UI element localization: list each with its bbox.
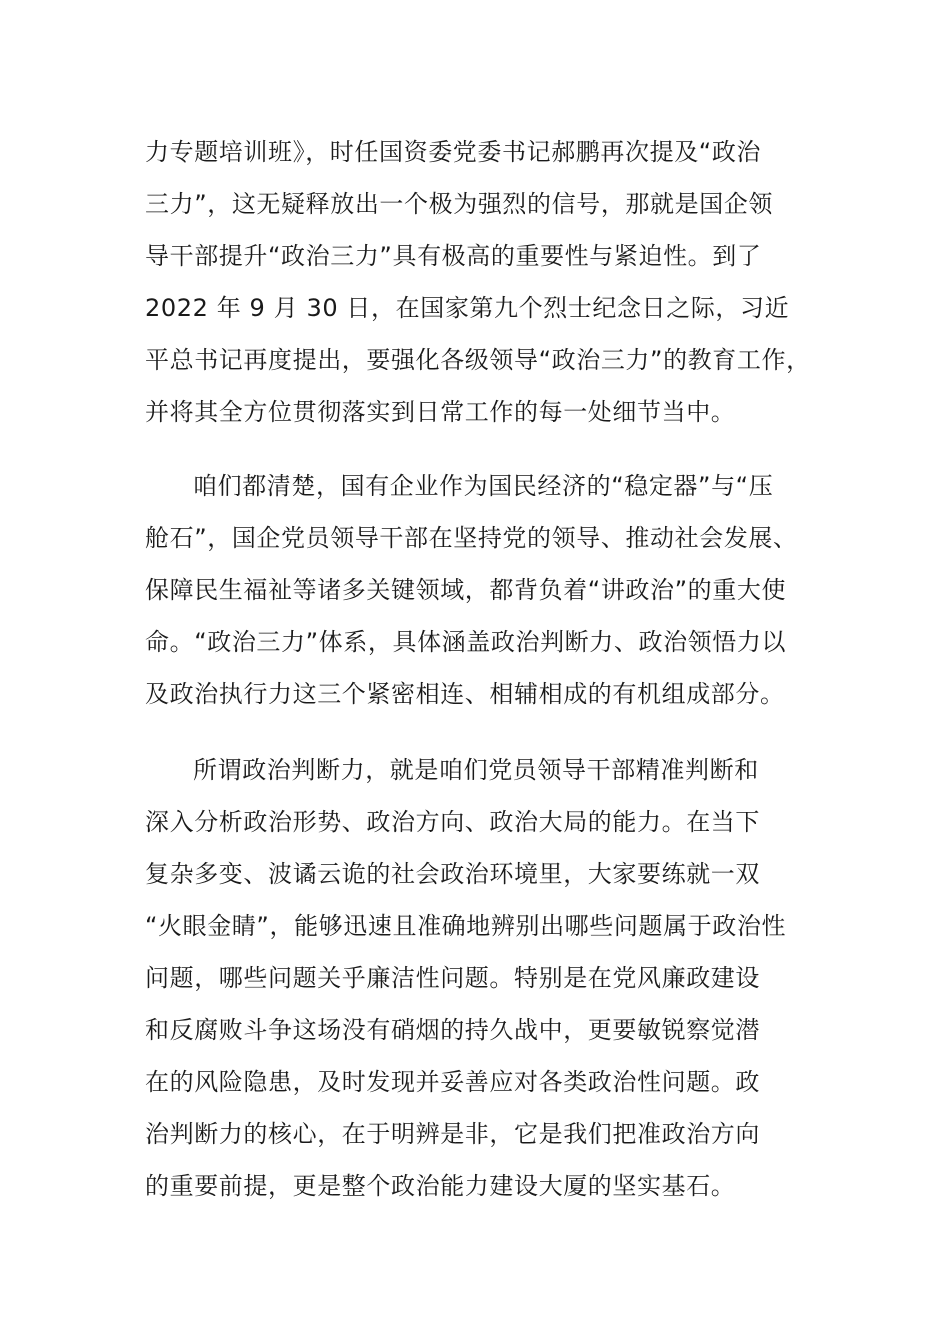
paragraph-political-judgment: [145, 744, 835, 1212]
text-line: 2022 年 9 月 30 日，在国家第九个烈士纪念日之际，习近: [145, 294, 790, 322]
paragraph-political-capacity: [145, 460, 835, 720]
text-line: 及政治执行力这三个紧密相连、相辅相成的有机组成部分。: [145, 680, 785, 708]
text-line: 保障民生福祉等诸多关键领域，都背负着“讲政治”的重大使: [145, 576, 787, 604]
text-line: 和反腐败斗争这场没有硝烟的持久战中，更要敏锐察觉潜: [145, 1016, 760, 1044]
text-line: 力专题培训班》，时任国资委党委书记郝鹏再次提及“政治: [145, 138, 762, 166]
paragraph-continuation: [145, 126, 835, 438]
text-line: 所谓政治判断力，就是咱们党员领导干部精准判断和: [193, 756, 759, 784]
text-line: 舱石”，国企党员领导干部在坚持党的领导、推动社会发展、: [145, 524, 798, 552]
text-line: 复杂多变、波谲云诡的社会政治环境里，大家要练就一双: [145, 860, 760, 888]
text-line: 命。“政治三力”体系，具体涵盖政治判断力、政治领悟力以: [145, 628, 787, 656]
text-line: 的重要前提，更是整个政治能力建设大厦的坚实基石。: [145, 1172, 736, 1200]
text-line: 在的风险隐患，及时发现并妥善应对各类政治性问题。政: [145, 1068, 760, 1096]
text-line: 深入分析政治形势、政治方向、政治大局的能力。在当下: [145, 808, 760, 836]
text-line: 咱们都清楚，国有企业作为国民经济的“稳定器”与“压: [193, 472, 774, 500]
text-line: 平总书记再度提出，要强化各级领导“政治三力”的教育工作，: [145, 346, 811, 374]
text-line: 三力”，这无疑释放出一个极为强烈的信号，那就是国企领: [145, 190, 774, 218]
text-line: “火眼金睛”，能够迅速且准确地辨别出哪些问题属于政治性: [145, 912, 787, 940]
text-line: 导干部提升“政治三力”具有极高的重要性与紧迫性。到了: [145, 242, 762, 270]
text-line: 治判断力的核心，在于明辨是非，它是我们把准政治方向: [145, 1120, 760, 1148]
text-line: 问题，哪些问题关乎廉洁性问题。特别是在党风廉政建设: [145, 964, 760, 992]
text-line: 并将其全方位贯彻落实到日常工作的每一处细节当中。: [145, 398, 736, 426]
